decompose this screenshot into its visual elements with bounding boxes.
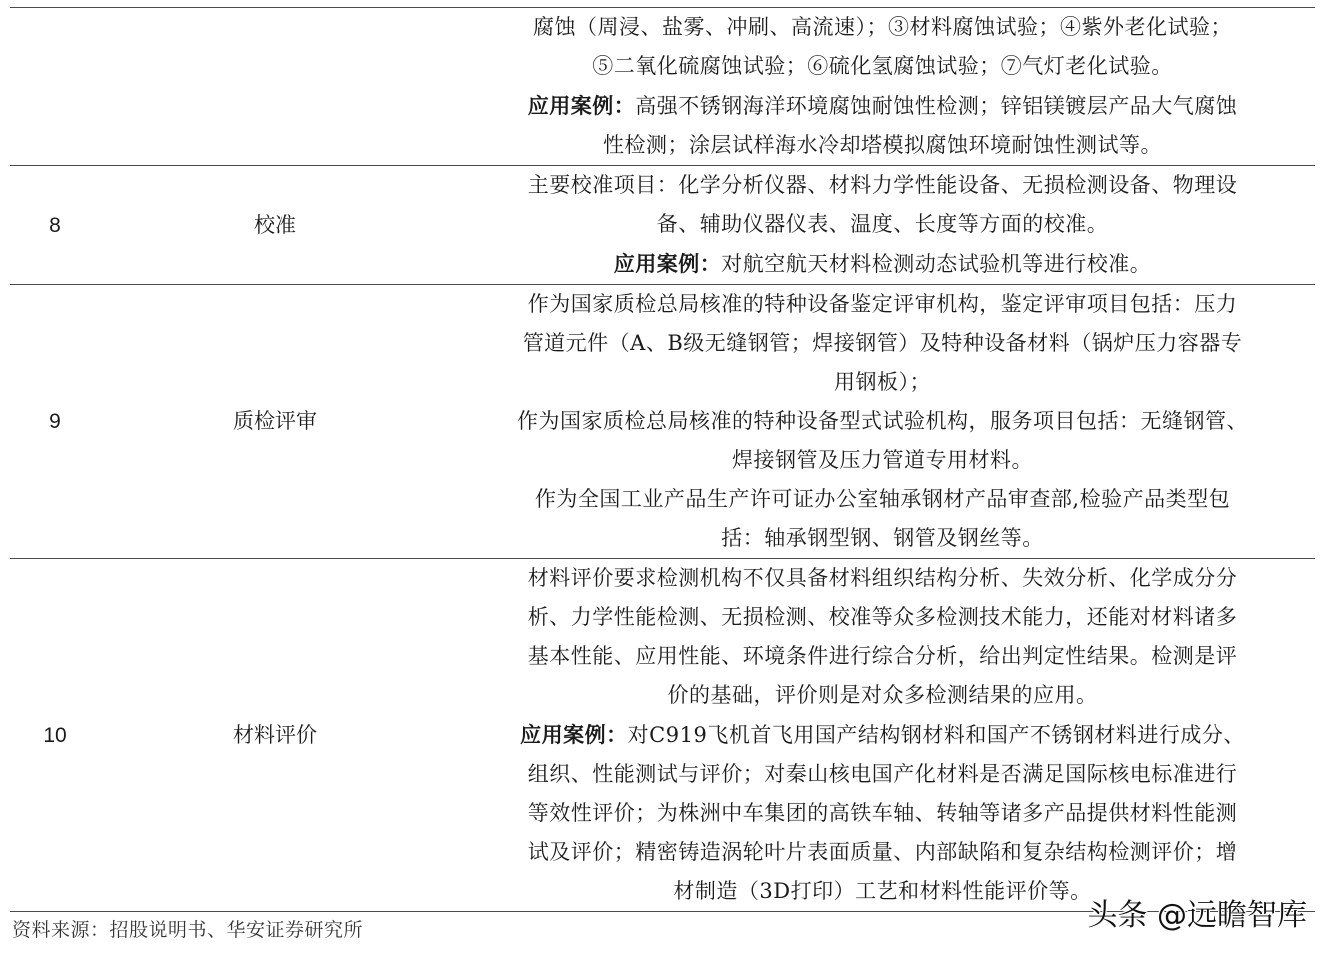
row-number [10, 8, 100, 166]
watermark: 头条 @远瞻智库 [1087, 898, 1307, 933]
description-line: 价的基础，评价则是对众多检测结果的应用。 [667, 683, 1098, 707]
case-label: 应用案例： [613, 251, 722, 276]
table-row [10, 8, 1315, 166]
top-header-fragment [85, 0, 205, 2]
service-description [450, 559, 1315, 912]
data-source-note: 资料来源：招股说明书、华安证券研究所 [12, 919, 364, 941]
case-line [458, 86, 1307, 126]
description-line: 主要校准项目：化学分析仪器、材料力学性能设备、无损检测设备、物理设 [527, 173, 1238, 197]
table-row [10, 559, 1315, 912]
service-name: 校准 [100, 166, 450, 285]
description-line: 用钢板）； [834, 370, 931, 394]
table-row [10, 285, 1315, 559]
case-line: 性检测；涂层试样海水冷却塔模拟腐蚀环境耐蚀性测试等。 [603, 133, 1162, 157]
case-label: 应用案例： [527, 93, 636, 118]
case-line: 组织、性能测试与评价；对秦山核电国产化材料是否满足国际核电标准进行 [527, 762, 1238, 786]
case-text: 对航空航天材料检测动态试验机等进行校准。 [721, 252, 1152, 276]
description-line: 管道元件（A、B级无缝钢管；焊接钢管）及特种设备材料（锅炉压力容器专 [522, 331, 1243, 355]
description-line: 焊接钢管及压力管道专用材料。 [732, 448, 1033, 472]
service-description [450, 8, 1315, 166]
service-description [450, 285, 1315, 559]
description-line: 腐蚀（周浸、盐雾、冲刷、高流速）；③材料腐蚀试验；④紫外老化试验； [533, 15, 1232, 39]
case-line [458, 244, 1307, 284]
inspection-services-table [10, 7, 1315, 912]
row-number: 9 [10, 285, 100, 559]
description-line: 材料评价要求检测机构不仅具备材料组织结构分析、失效分析、化学成分分 [527, 566, 1238, 590]
row-number: 10 [10, 559, 100, 912]
row-number: 8 [10, 166, 100, 285]
service-name: 质检评审 [100, 285, 450, 559]
description-line: ⑤二氧化硫腐蚀试验；⑥硫化氢腐蚀试验；⑦气灯老化试验。 [592, 54, 1173, 78]
service-name: 材料评价 [100, 559, 450, 912]
description-line: 作为全国工业产品生产许可证办公室轴承钢材产品审查部,检验产品类型包 [534, 487, 1231, 511]
description-line: 作为国家质检总局核准的特种设备鉴定评审机构，鉴定评审项目包括：压力 [527, 292, 1238, 316]
case-label: 应用案例： [520, 722, 628, 747]
case-line: 材制造（3D打印）工艺和材料性能评价等。 [673, 879, 1092, 903]
description-line: 括：轴承钢型钢、钢管及钢丝等。 [721, 526, 1044, 550]
case-text: 高强不锈钢海洋环境腐蚀耐蚀性检测；锌铝镁镀层产品大气腐蚀 [635, 94, 1238, 118]
case-line: 试及评价；精密铸造涡轮叶片表面质量、内部缺陷和复杂结构检测评价；增 [527, 840, 1238, 864]
description-line: 备、辅助仪器仪表、温度、长度等方面的校准。 [656, 212, 1109, 236]
description-line: 析、力学性能检测、无损检测、校准等众多检测技术能力，还能对材料诸多 [527, 605, 1238, 629]
service-description [450, 166, 1315, 285]
case-text: 对C919飞机首飞用国产结构钢材料和国产不锈钢材料进行成分、 [627, 723, 1245, 747]
case-line [458, 715, 1307, 755]
description-line: 基本性能、应用性能、环境条件进行综合分析，给出判定性结果。检测是评 [527, 644, 1238, 668]
description-line: 作为国家质检总局核准的特种设备型式试验机构，服务项目包括：无缝钢管、 [517, 409, 1248, 433]
table-row [10, 166, 1315, 285]
service-name [100, 8, 450, 166]
case-line: 等效性评价；为株洲中车集团的高铁车轴、转轴等诸多产品提供材料性能测 [527, 801, 1238, 825]
